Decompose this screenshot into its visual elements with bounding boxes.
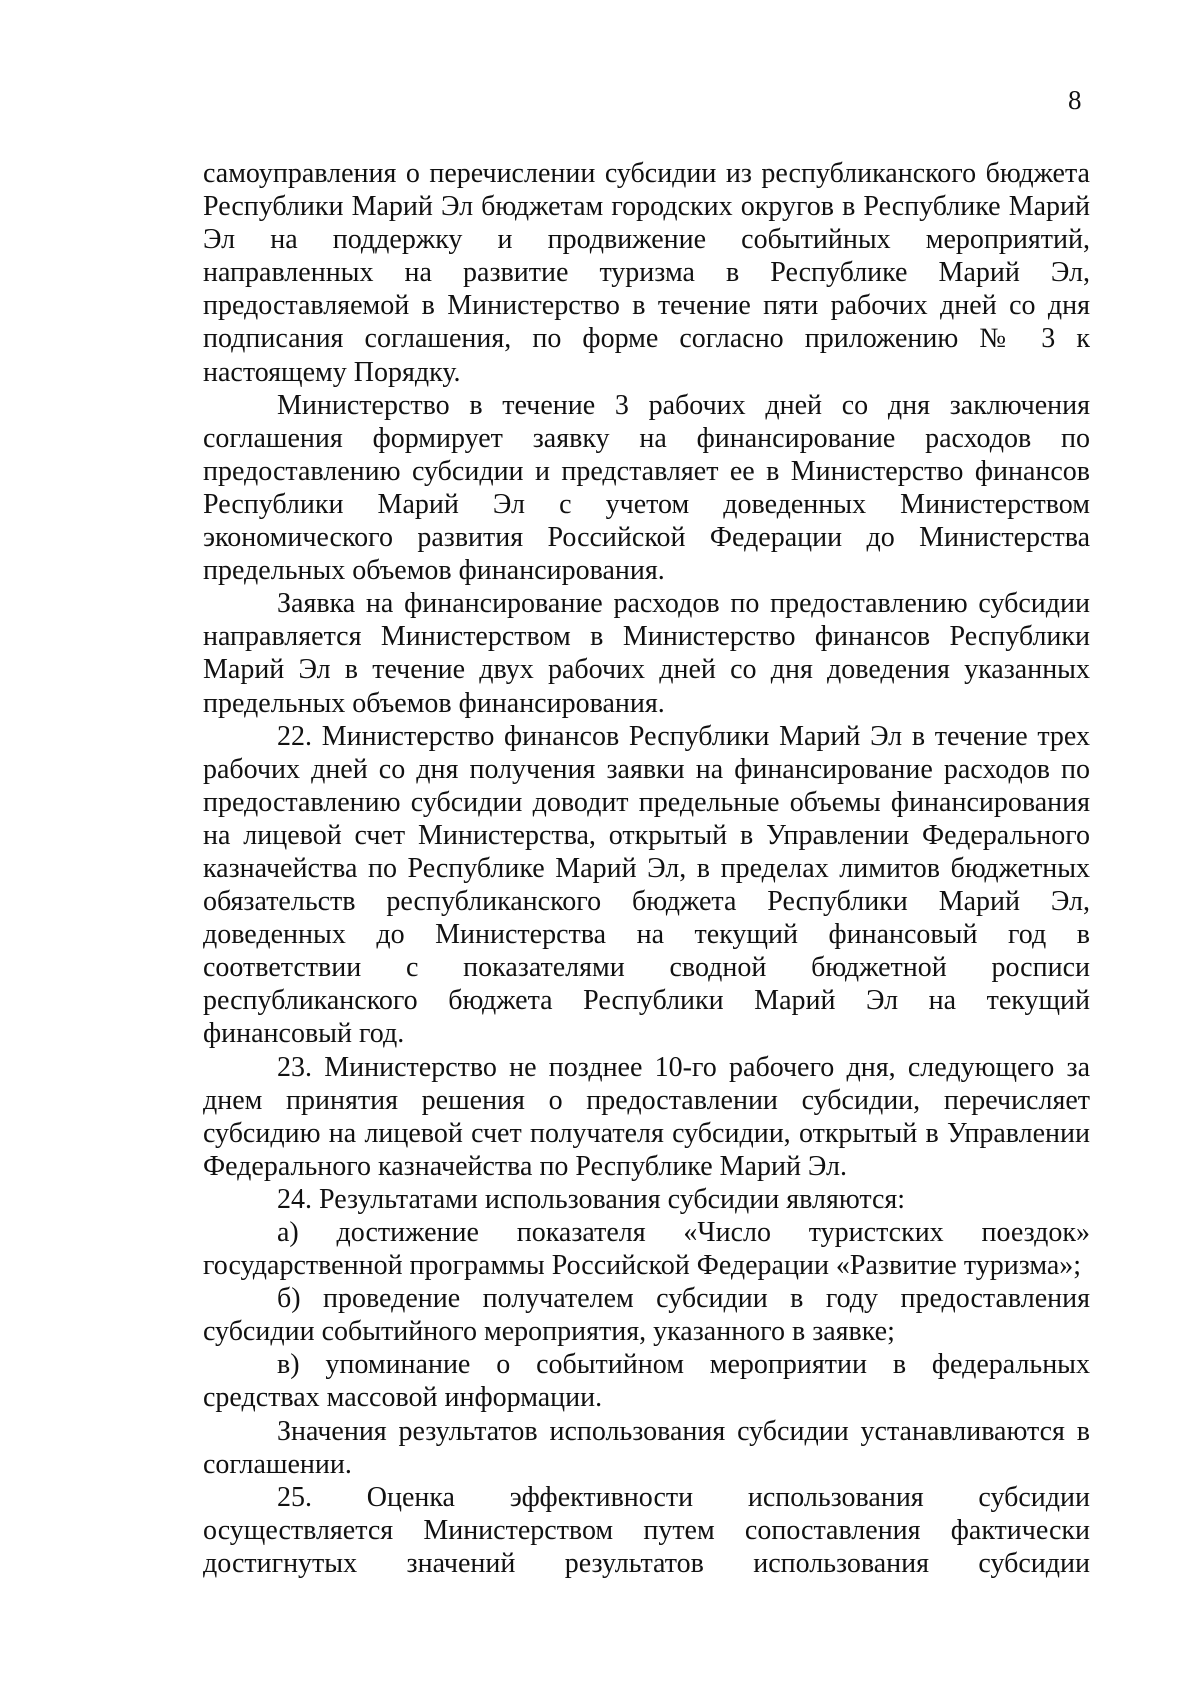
list-item-b: б) проведение получателем субсидии в году предоставления субсидии событийного мероприятия, указанного в заявке;	[203, 1283, 1090, 1348]
paragraph-application-sending: Заявка на финансирование расходов по предоставлению субсидии направляется Министерством в Министерство финансов Республики Марий Эл в течение двух рабочих дней со дня доведения указанных предельных объемов финансирования.	[203, 588, 1090, 719]
paragraph-application-procedure: Министерство в течение 3 рабочих дней со дня заключения соглашения формирует заявку на финансирование расходов по предоставлению субсидии и представляет ее в Министерство финансов Республики Марий Эл с учетом доведенных Министерством экономического развития Российской Федерации до Министерства предельных объемов финансирования.	[203, 389, 1090, 587]
page-number: 8	[1068, 85, 1082, 115]
list-item-a: а) достижение показателя «Число туристских поездок» государственной программы Российской Федерации «Развитие туризма»;	[203, 1217, 1090, 1282]
paragraph-continuation: самоуправления о перечислении субсидии из республиканского бюджета Республики Марий Эл бюджетам городских округов в Республике Марий Эл на поддержку и продвижение событийных мероприятий, направленных на развитие туризма в Республике Марий Эл, предоставляемой в Министерство в течение пяти рабочих дней со дня подписания соглашения, по форме согласно приложению № 3 к настоящему Порядку.	[203, 158, 1090, 388]
paragraph-results-values: Значения результатов использования субсидии устанавливаются в соглашении.	[203, 1415, 1090, 1480]
document-body	[203, 157, 1090, 1580]
list-item-c: в) упоминание о событийном мероприятии в федеральных средствах массовой информации.	[203, 1349, 1090, 1414]
paragraph-clause-23: 23. Министерство не позднее 10-го рабочего дня, следующего за днем принятия решения о предоставлении субсидии, перечисляет субсидию на лицевой счет получателя субсидии, открытый в Управлении Федерального казначейства по Республике Марий Эл.	[203, 1051, 1090, 1182]
paragraph-clause-22: 22. Министерство финансов Республики Марий Эл в течение трех рабочих дней со дня получения заявки на финансирование расходов по предоставлению субсидии доводит предельные объемы финансирования на лицевой счет Министерства, открытый в Управлении Федерального казначейства по Республике Марий Эл, в пределах лимитов бюджетных обязательств республиканского бюджета Республики Марий Эл, доведенных до Министерства на текущий финансовый год в соответствии с показателями сводной бюджетной росписи республиканского бюджета Республики Марий Эл на текущий финансовый год.	[203, 720, 1090, 1050]
paragraph-clause-24: 24. Результатами использования субсидии являются:	[277, 1183, 906, 1215]
paragraph-clause-25: 25. Оценка эффективности использования субсидии осуществляется Министерством путем сопоставления фактически достигнутых значений результатов использования субсидии	[203, 1481, 1090, 1579]
